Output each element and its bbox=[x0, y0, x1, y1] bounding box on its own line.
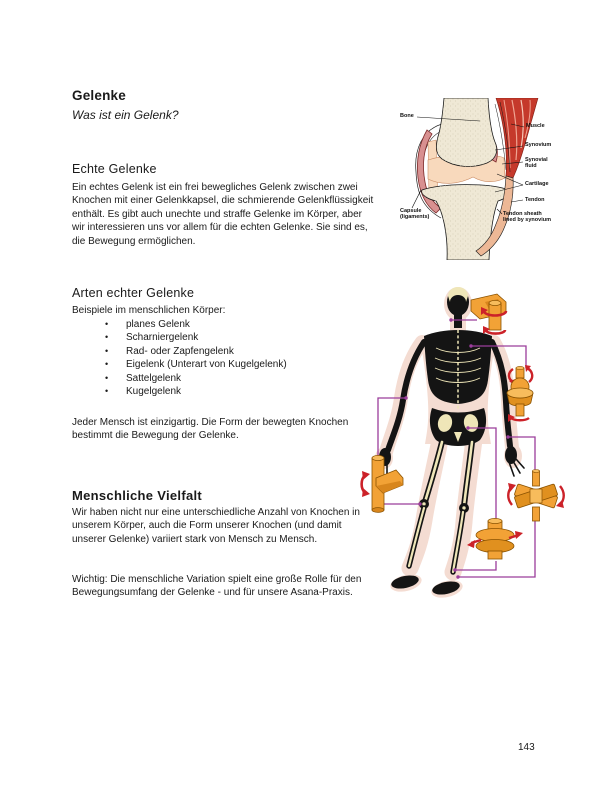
label-bone: Bone bbox=[400, 113, 414, 119]
bullet-icon bbox=[105, 358, 108, 371]
pivot-joint-illustration bbox=[471, 294, 506, 334]
list-intro: Beispiele im menschlichen Körper: bbox=[72, 305, 226, 316]
list-item bbox=[72, 331, 374, 344]
section-heading-arten: Arten echter Gelenke bbox=[72, 286, 195, 300]
skeleton-art bbox=[358, 280, 612, 598]
paragraph-vielfalt-1: Wir haben nicht nur eine unterschiedliche Anzahl von Knochen in unserem Körper, auch die Form unserer Knochen (und damit unserer Gelenke) variiert stark von Mensch zu Mensch. bbox=[72, 507, 360, 545]
label-tendon: Tendon bbox=[525, 197, 545, 203]
list-item bbox=[72, 385, 374, 398]
page-title: Gelenke bbox=[72, 88, 126, 103]
joint-types-list bbox=[72, 318, 374, 398]
label-capsule: Capsule (ligaments) bbox=[400, 208, 430, 221]
bullet-icon bbox=[105, 331, 108, 344]
bullet-icon bbox=[105, 345, 108, 358]
skeleton-joints-figure bbox=[358, 280, 612, 598]
label-synovium: Synovium bbox=[525, 142, 552, 148]
knee-joint-diagram bbox=[392, 98, 572, 260]
label-synovial-fluid: Synovial fluid bbox=[525, 157, 548, 170]
joint-type-label: Sattelgelenk bbox=[126, 372, 182, 384]
plane-joint-illustration bbox=[467, 518, 523, 559]
joint-type-label: Kugelgelenk bbox=[126, 386, 182, 398]
list-item bbox=[72, 345, 374, 358]
paragraph-echte-gelenke: Ein echtes Gelenk ist ein frei bewegliches Gelenk zwischen zwei Knochen mit einer Gelenkkapsel, die schmierende Gelenkflüssigkeit enthält. Es gibt auch unechte und straffe Gelenke im Körper, aber wir interessieren uns vor allem für die echten Gelenke. Sie sind es, die Bewegung ermöglichen. bbox=[72, 182, 374, 247]
saddle-joint-illustration bbox=[508, 470, 564, 522]
label-muscle: Muscle bbox=[526, 123, 545, 129]
label-cartilage: Cartilage bbox=[525, 181, 549, 187]
bullet-icon bbox=[105, 372, 108, 385]
list-item bbox=[72, 358, 374, 371]
joint-type-label: planes Gelenk bbox=[126, 319, 190, 330]
page-number: 143 bbox=[518, 742, 535, 753]
list-item bbox=[72, 372, 374, 385]
label-tendon-sheath: Tendon sheath lined by synovium bbox=[503, 211, 551, 224]
paragraph-uniqueness-note: Jeder Mensch ist einzigartig. Die Form der bewegten Knochen bestimmt die Bewegung der Gelenke. bbox=[72, 417, 349, 442]
section-heading-echte-gelenke: Echte Gelenke bbox=[72, 162, 157, 176]
joint-type-label: Scharniergelenk bbox=[126, 332, 199, 344]
joint-type-label: Eigelenk (Unterart von Kugelgelenk) bbox=[126, 359, 287, 371]
page-subtitle: Was ist ein Gelenk? bbox=[72, 108, 179, 122]
paragraph-vielfalt-2: Wichtig: Die menschliche Variation spielt eine große Rolle für den Bewegungsumfang der Gelenke - und für unsere Asana-Praxis. bbox=[72, 574, 362, 599]
bullet-icon bbox=[105, 318, 108, 331]
list-item bbox=[72, 318, 374, 331]
joint-type-label: Rad- oder Zapfengelenk bbox=[126, 345, 234, 357]
bullet-icon bbox=[105, 385, 108, 398]
section-heading-vielfalt: Menschliche Vielfalt bbox=[72, 488, 203, 503]
